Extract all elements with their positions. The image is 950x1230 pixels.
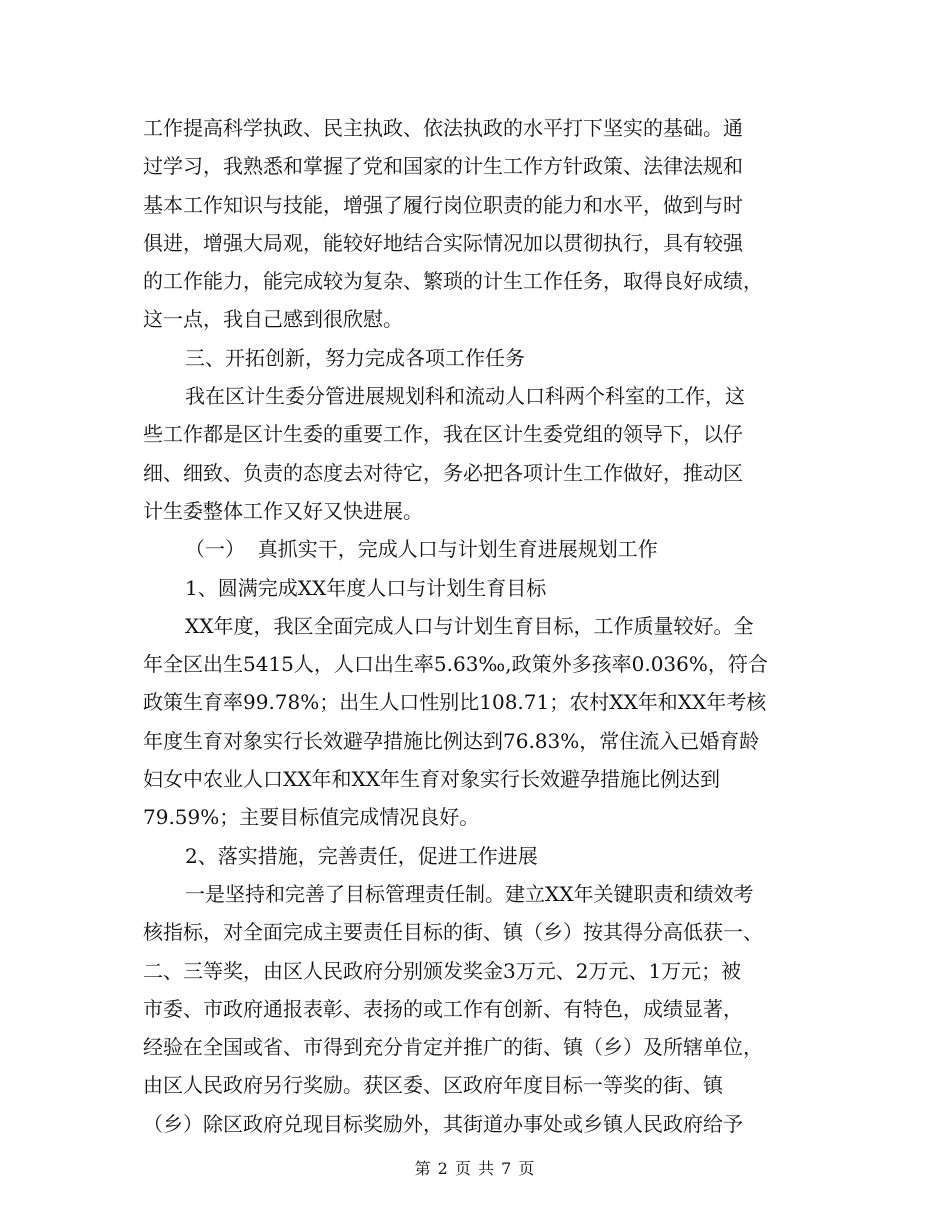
text-line: 核指标，对全面完成主要责任目标的街、镇（乡）按其得分高低获一、 bbox=[143, 920, 763, 945]
text-line: 工作提高科学执政、民主执政、依法执政的水平打下坚实的基础。通 bbox=[143, 116, 743, 140]
text-line: 这一点，我自己感到很欣慰。 bbox=[143, 307, 403, 332]
item-heading: 1、圆满完成XX年度人口与计划生育目标 bbox=[185, 575, 547, 600]
text-line: XX年度，我区全面完成人口与计划生育目标，工作质量较好。全 bbox=[185, 613, 754, 638]
page-number-footer: 第 2 页 共 7 页 bbox=[414, 1159, 536, 1178]
item-heading: 2、落实措施，完善责任，促进工作进展 bbox=[185, 843, 538, 868]
text-line: 的工作能力，能完成较为复杂、繁琐的计生工作任务，取得良好成绩， bbox=[143, 269, 763, 294]
text-line: 俱进，增强大局观，能较好地结合实际情况加以贯彻执行，具有较强 bbox=[143, 230, 743, 255]
section-heading: 三、开拓创新，努力完成各项工作任务 bbox=[185, 345, 525, 370]
text-line: 计生委整体工作又好又快进展。 bbox=[143, 498, 423, 523]
document-body bbox=[143, 109, 813, 1143]
text-line: 些工作都是区计生委的重要工作，我在区计生委党组的领导下，以仔 bbox=[143, 422, 743, 447]
subsection-heading: （一） 真抓实干，完成人口与计划生育进展规划工作 bbox=[185, 537, 658, 562]
text-line: 细、细致、负责的态度去对待它，务必把各项计生工作做好，推动区 bbox=[143, 460, 743, 485]
text-line: 79.59%；主要目标值完成情况良好。 bbox=[143, 805, 480, 830]
text-line: 政策生育率99.78%；出生人口性别比108.71；农村XX年和XX年考核 bbox=[143, 690, 767, 715]
text-line: 经验在全国或省、市得到充分肯定并推广的街、镇（乡）及所辖单位， bbox=[143, 1035, 763, 1060]
text-line: 由区人民政府另行奖励。获区委、区政府年度目标一等奖的街、镇 bbox=[143, 1073, 723, 1098]
text-line: 过学习，我熟悉和掌握了党和国家的计生工作方针政策、法律法规和 bbox=[143, 154, 743, 179]
text-line: 年全区出生5415人，人口出生率5.63‰,政策外多孩率0.036%，符合 bbox=[143, 652, 768, 677]
text-line: 我在区计生委分管进展规划科和流动人口科两个科室的工作，这 bbox=[185, 384, 745, 409]
text-line: 一是坚持和完善了目标管理责任制。建立XX年关键职责和绩效考 bbox=[185, 881, 754, 906]
text-line: 年度生育对象实行长效避孕措施比例达到76.83%，常住流入已婚育龄 bbox=[143, 728, 760, 753]
text-line: （乡）除区政府兑现目标奖励外，其街道办事处或乡镇人民政府给予 bbox=[143, 1111, 743, 1136]
text-line: 基本工作知识与技能，增强了履行岗位职责的能力和水平，做到与时 bbox=[143, 192, 743, 217]
text-line: 妇女中农业人口XX年和XX年生育对象实行长效避孕措施比例达到 bbox=[143, 767, 720, 792]
text-line: 二、三等奖，由区人民政府分别颁发奖金3万元、2万元、1万元；被 bbox=[143, 958, 742, 983]
text-line: 市委、市政府通报表彰、表扬的或工作有创新、有特色，成绩显著， bbox=[143, 996, 743, 1021]
